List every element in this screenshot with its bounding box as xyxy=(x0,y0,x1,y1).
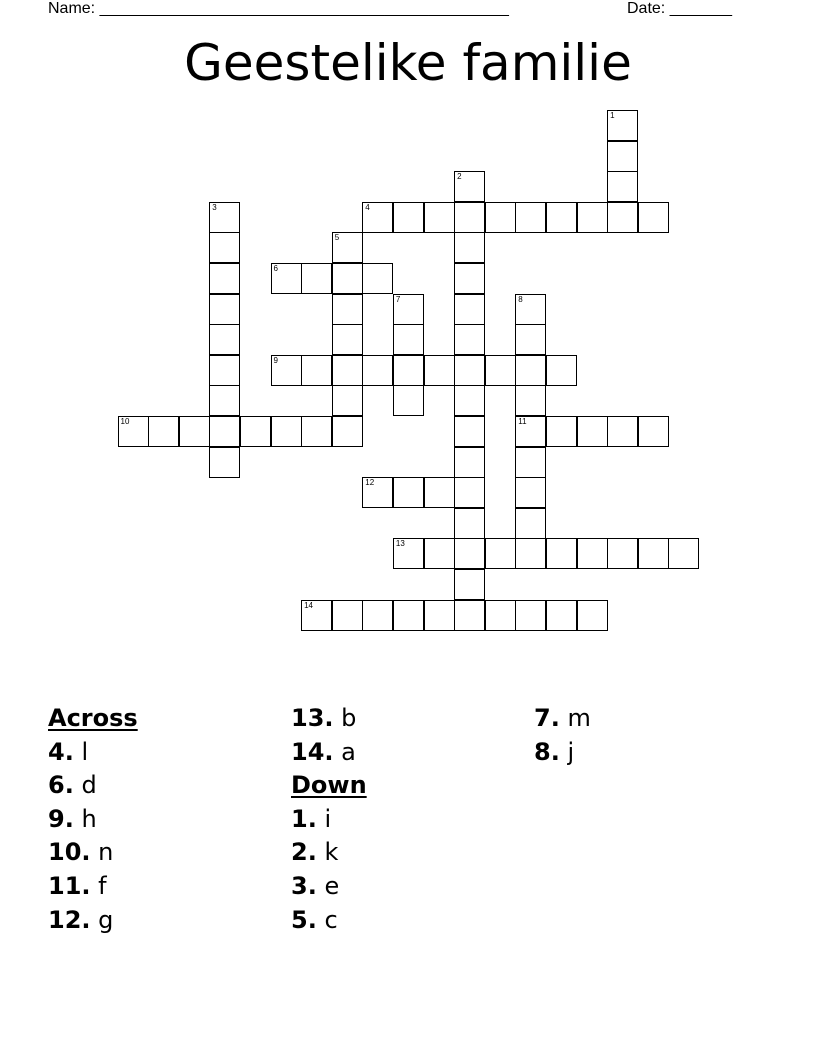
cell-number: 12 xyxy=(365,478,375,488)
grid-cell[interactable] xyxy=(454,569,485,600)
grid-cell[interactable] xyxy=(362,600,393,631)
grid-cell[interactable] xyxy=(332,263,363,294)
clue-down-7: 7. m xyxy=(534,704,591,732)
grid-cell[interactable] xyxy=(546,538,577,569)
grid-cell[interactable] xyxy=(515,324,546,355)
grid-cell[interactable] xyxy=(362,263,393,294)
grid-cell[interactable] xyxy=(485,538,516,569)
clue-down-3: 3. e xyxy=(291,871,340,900)
grid-cell[interactable] xyxy=(577,600,608,631)
grid-cell[interactable] xyxy=(577,202,608,233)
grid-cell[interactable] xyxy=(271,263,302,294)
grid-cell[interactable] xyxy=(332,232,363,263)
grid-cell[interactable] xyxy=(454,447,485,478)
grid-cell[interactable] xyxy=(209,385,240,416)
clue-across-10: 10. n xyxy=(48,838,114,867)
grid-cell[interactable] xyxy=(454,385,485,416)
name-field-label: Name: ______________________________________________ xyxy=(48,0,509,17)
cell-number: 8 xyxy=(518,294,523,304)
grid-cell[interactable] xyxy=(485,600,516,631)
grid-cell[interactable] xyxy=(209,324,240,355)
grid-cell[interactable] xyxy=(454,171,485,202)
clue-across-11: 11. f xyxy=(48,871,107,900)
grid-cell[interactable] xyxy=(148,416,179,447)
cell-number: 5 xyxy=(334,233,340,243)
grid-cell[interactable] xyxy=(546,600,577,631)
grid-cell[interactable] xyxy=(424,355,455,386)
grid-cell[interactable] xyxy=(393,202,424,233)
grid-cell[interactable] xyxy=(301,600,332,631)
down-heading: Down xyxy=(291,771,367,800)
grid-cell[interactable] xyxy=(393,324,424,355)
grid-cell[interactable] xyxy=(393,385,424,416)
grid-cell[interactable] xyxy=(638,416,669,447)
grid-cell[interactable] xyxy=(271,416,302,447)
grid-cell[interactable] xyxy=(393,355,424,386)
clue-column-1 xyxy=(48,702,138,937)
grid-cell[interactable] xyxy=(209,263,240,294)
grid-cell[interactable] xyxy=(454,416,485,447)
clue-across-12: 12. g xyxy=(48,905,114,934)
clue-down-8: 8. j xyxy=(534,737,575,766)
grid-cell[interactable] xyxy=(485,355,516,386)
grid-cell[interactable] xyxy=(240,416,271,447)
grid-cell[interactable] xyxy=(515,416,546,447)
date-field-label: Date: _______ xyxy=(627,0,732,17)
clue-down-5: 5. c xyxy=(291,905,338,934)
grid-cell[interactable] xyxy=(515,355,546,386)
grid-cell[interactable] xyxy=(515,600,546,631)
grid-cell[interactable] xyxy=(454,355,485,386)
grid-cell[interactable] xyxy=(301,416,332,447)
cell-number: 7 xyxy=(395,294,401,304)
grid-cell[interactable] xyxy=(515,538,546,569)
grid-cell[interactable] xyxy=(607,538,638,569)
grid-cell[interactable] xyxy=(638,202,669,233)
grid-cell[interactable] xyxy=(209,355,240,386)
clue-down-1: 1. i xyxy=(291,804,332,833)
cell-number: 6 xyxy=(273,264,278,273)
grid-cell[interactable] xyxy=(209,447,240,478)
grid-cell[interactable] xyxy=(301,263,332,294)
cell-number: 9 xyxy=(273,355,278,365)
grid-cell[interactable] xyxy=(515,477,546,508)
grid-cell[interactable] xyxy=(454,600,485,631)
cell-number: 10 xyxy=(120,417,130,426)
grid-cell[interactable] xyxy=(179,416,210,447)
grid-cell[interactable] xyxy=(332,324,363,355)
clue-across-9: 9. h xyxy=(48,804,97,833)
cell-number: 3 xyxy=(212,202,217,212)
clue-column-3 xyxy=(534,702,591,769)
grid-cell[interactable] xyxy=(393,477,424,508)
grid-cell[interactable] xyxy=(454,202,485,233)
grid-cell[interactable] xyxy=(209,232,240,263)
grid-cell[interactable] xyxy=(607,141,638,172)
grid-cell[interactable] xyxy=(515,508,546,539)
grid-cell[interactable] xyxy=(454,232,485,263)
grid-cell[interactable] xyxy=(515,202,546,233)
grid-cell[interactable] xyxy=(577,538,608,569)
cell-number: 14 xyxy=(304,600,313,610)
grid-cell[interactable] xyxy=(362,355,393,386)
clue-column-2 xyxy=(291,702,367,937)
grid-cell[interactable] xyxy=(607,110,638,141)
grid-cell[interactable] xyxy=(577,416,608,447)
cell-number: 2 xyxy=(457,172,462,182)
grid-cell[interactable] xyxy=(332,600,363,631)
grid-cell[interactable] xyxy=(424,538,455,569)
grid-cell[interactable] xyxy=(424,600,455,631)
grid-cell[interactable] xyxy=(638,538,669,569)
across-heading: Across xyxy=(48,704,138,732)
grid-cell[interactable] xyxy=(271,355,302,386)
cell-number: 4 xyxy=(365,202,370,212)
grid-cell[interactable] xyxy=(393,538,424,569)
grid-cell[interactable] xyxy=(118,416,149,447)
grid-cell[interactable] xyxy=(607,171,638,202)
grid-cell[interactable] xyxy=(332,416,363,447)
grid-cell[interactable] xyxy=(301,355,332,386)
grid-cell[interactable] xyxy=(454,294,485,325)
grid-cell[interactable] xyxy=(424,477,455,508)
grid-cell[interactable] xyxy=(209,416,240,447)
grid-cell[interactable] xyxy=(209,294,240,325)
clue-across-14: 14. a xyxy=(291,737,356,766)
grid-cell[interactable] xyxy=(546,202,577,233)
grid-cell[interactable] xyxy=(515,447,546,478)
grid-cell[interactable] xyxy=(454,477,485,508)
grid-cell[interactable] xyxy=(393,294,424,325)
clue-across-13: 13. b xyxy=(291,704,357,732)
grid-cell[interactable] xyxy=(393,600,424,631)
clue-across-4: 4. l xyxy=(48,737,89,766)
grid-cell[interactable] xyxy=(454,324,485,355)
grid-cell[interactable] xyxy=(424,202,455,233)
grid-cell[interactable] xyxy=(546,416,577,447)
clue-down-2: 2. k xyxy=(291,838,339,867)
grid-cell[interactable] xyxy=(209,202,240,233)
cell-number: 13 xyxy=(395,539,405,549)
grid-cell[interactable] xyxy=(454,508,485,539)
grid-cell[interactable] xyxy=(485,202,516,233)
grid-cell[interactable] xyxy=(454,263,485,294)
grid-cell[interactable] xyxy=(454,538,485,569)
page-title: Geestelike familie xyxy=(184,34,632,92)
cell-number: 1 xyxy=(610,111,615,120)
grid-cell[interactable] xyxy=(332,355,363,386)
cell-number: 11 xyxy=(518,417,527,426)
grid-cell[interactable] xyxy=(546,355,577,386)
grid-cell[interactable] xyxy=(668,538,699,569)
grid-cell[interactable] xyxy=(607,416,638,447)
clue-across-6: 6. d xyxy=(48,771,97,800)
grid-cell[interactable] xyxy=(362,202,393,233)
grid-cell[interactable] xyxy=(362,477,393,508)
grid-cell[interactable] xyxy=(332,385,363,416)
grid-cell[interactable] xyxy=(515,294,546,325)
grid-cell[interactable] xyxy=(515,385,546,416)
grid-cell[interactable] xyxy=(332,294,363,325)
grid-cell[interactable] xyxy=(607,202,638,233)
